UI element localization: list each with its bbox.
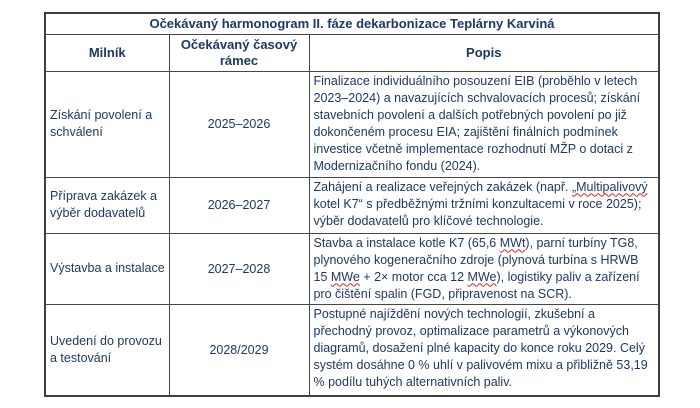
table-header-row [45, 34, 659, 71]
column-header-timeframe: Očekávaný časový rámec [169, 34, 309, 71]
misspelled-word: MWt [499, 235, 526, 250]
misspelled-word: MWe [467, 269, 497, 284]
table-title: Očekávaný harmonogram II. fáze dekarbonizace Teplárny Karviná [45, 13, 659, 34]
timeframe-cell: 2025–2026 [169, 71, 309, 177]
milestone-cell: Získání povolení a schválení [45, 71, 169, 177]
column-header-milestone: Milník [45, 34, 169, 71]
misspelled-word: MWe [330, 269, 360, 284]
description-text: + 2× motor cca 12 [359, 269, 468, 284]
description-text: ), parní turbíny TG8, plynového kogeneračního zdroje (plynová turbína s HRWB 15 [313, 235, 639, 284]
table-row [45, 233, 659, 304]
description-text: ), logistiky paliv a zařízení pro čištění spalin (FGD, připravenost na SCR). [313, 269, 640, 301]
timeframe-cell: 2027–2028 [169, 233, 309, 304]
description-text: Zahájení a realizace veřejných zakázek (např. [313, 179, 572, 194]
description-cell [309, 304, 659, 396]
description-cell [309, 233, 659, 304]
timeframe-cell: 2026–2027 [169, 177, 309, 233]
table-title-row [45, 13, 659, 34]
description-text: Postupné najíždění nových technologií, zkušební a přechodný provoz, optimalizace parametrů a výkonových diagramů, dosažení plné kapacity do konce roku 2029. Celý systém dosáhne 0 % uhlí v palivovém mixu a přibližně 53,19 % podílu tuhých alternativních paliv. [313, 306, 648, 389]
milestone-cell: Příprava zakázek a výběr dodavatelů [45, 177, 169, 233]
timeframe-cell: 2028/2029 [169, 304, 309, 396]
column-header-description: Popis [309, 34, 659, 71]
milestone-cell: Výstavba a instalace [45, 233, 169, 304]
table-row [45, 71, 659, 177]
description-cell [309, 177, 659, 233]
misspelled-word: „Multipalivový [571, 179, 648, 194]
description-text: Stavba a instalace kotle K7 (65,6 [313, 235, 500, 250]
decarbonization-schedule-table [44, 12, 660, 397]
description-text: kotel K7“ s předběžnými tržními konzultacemi v roce 2025); výběr dodavatelů pro klíčové technologie. [313, 196, 642, 228]
description-cell [309, 71, 659, 177]
milestone-cell: Uvedení do provozu a testování [45, 304, 169, 396]
table-row [45, 304, 659, 396]
table-row [45, 177, 659, 233]
description-text: Finalizace individuálního posouzení EIB (proběhlo v letech 2023–2024) a navazujících schvalovacích procesů; získání stavebních povolení a dalších potřebných povolení po již dokončeném procesu EIA; zajištění finálních podmínek investice včetně implementace rozhodnutí MŽP o dotaci z Modernizačního fondu (2024). [313, 73, 641, 173]
